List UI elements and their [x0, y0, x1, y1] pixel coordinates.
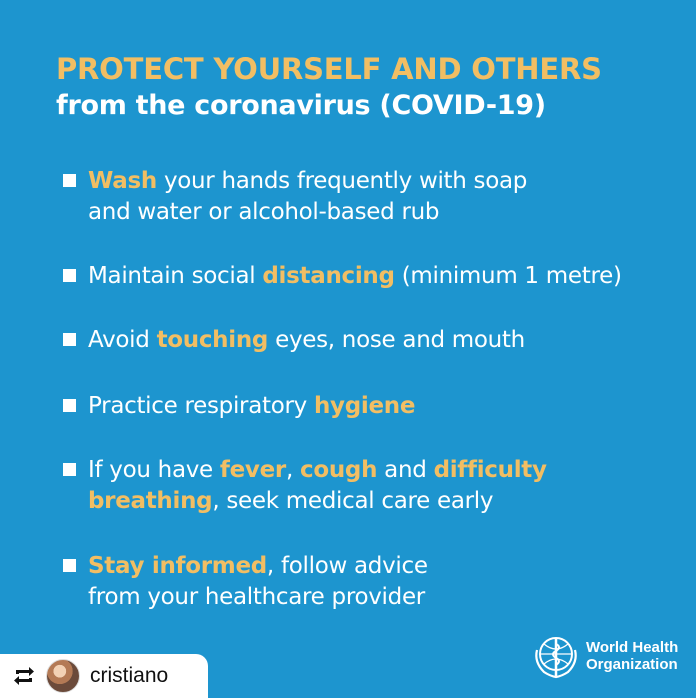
- repost-icon[interactable]: [12, 665, 36, 687]
- tip-highlight: hygiene: [313, 393, 416, 419]
- tip-highlight: distancing: [262, 263, 395, 289]
- page-subtitle: from the coronavirus (COVID-19): [56, 90, 546, 121]
- tip-text: [88, 455, 683, 517]
- tip-segment: ,: [285, 457, 300, 483]
- avatar[interactable]: [46, 659, 80, 693]
- bullet-icon: [63, 463, 76, 476]
- bullet-icon: [63, 269, 76, 282]
- bullet-icon: [63, 174, 76, 187]
- tip-highlight: Wash: [88, 168, 157, 194]
- tip-segment: and: [377, 457, 434, 483]
- who-line-2: Organization: [586, 656, 678, 673]
- bullet-icon: [63, 333, 76, 346]
- tip-text: [88, 391, 683, 422]
- tip-segment: from your healthcare provider: [88, 584, 425, 610]
- tip-highlight: Stay informed: [88, 553, 267, 579]
- tip-highlight: fever: [219, 457, 286, 483]
- tip-segment: your hands frequently with soap: [156, 168, 528, 194]
- who-logo: [532, 632, 678, 680]
- tip-segment: Maintain social: [88, 263, 263, 289]
- who-name: [586, 639, 678, 673]
- tip-item: [63, 325, 683, 356]
- tip-text: [88, 166, 683, 228]
- tip-segment: If you have: [88, 457, 220, 483]
- tip-item: [63, 391, 683, 422]
- tip-highlight: breathing: [88, 488, 213, 514]
- repost-badge[interactable]: [0, 654, 208, 698]
- tip-segment: , seek medical care early: [212, 488, 494, 514]
- tip-segment: (minimum 1 metre): [394, 263, 622, 289]
- tip-item: [63, 261, 683, 292]
- who-emblem-icon: [532, 632, 580, 680]
- tip-text: [88, 325, 683, 356]
- who-line-1: World Health: [586, 639, 679, 656]
- tip-item: [63, 455, 683, 517]
- tip-item: [63, 551, 683, 613]
- tip-segment: , follow advice: [266, 553, 428, 579]
- page-title: PROTECT YOURSELF AND OTHERS: [56, 52, 602, 86]
- tip-highlight: difficulty: [433, 457, 547, 483]
- tip-highlight: touching: [156, 327, 269, 353]
- tip-segment: and water or alcohol-based rub: [88, 199, 440, 225]
- repost-username[interactable]: cristiano: [90, 664, 169, 687]
- bullet-icon: [63, 399, 76, 412]
- tip-text: [88, 261, 683, 292]
- bullet-icon: [63, 559, 76, 572]
- tip-segment: Practice respiratory: [88, 393, 314, 419]
- tip-segment: eyes, nose and mouth: [268, 327, 525, 353]
- tip-highlight: cough: [300, 457, 378, 483]
- tip-item: [63, 166, 683, 228]
- tip-segment: Avoid: [88, 327, 157, 353]
- tip-text: [88, 551, 683, 613]
